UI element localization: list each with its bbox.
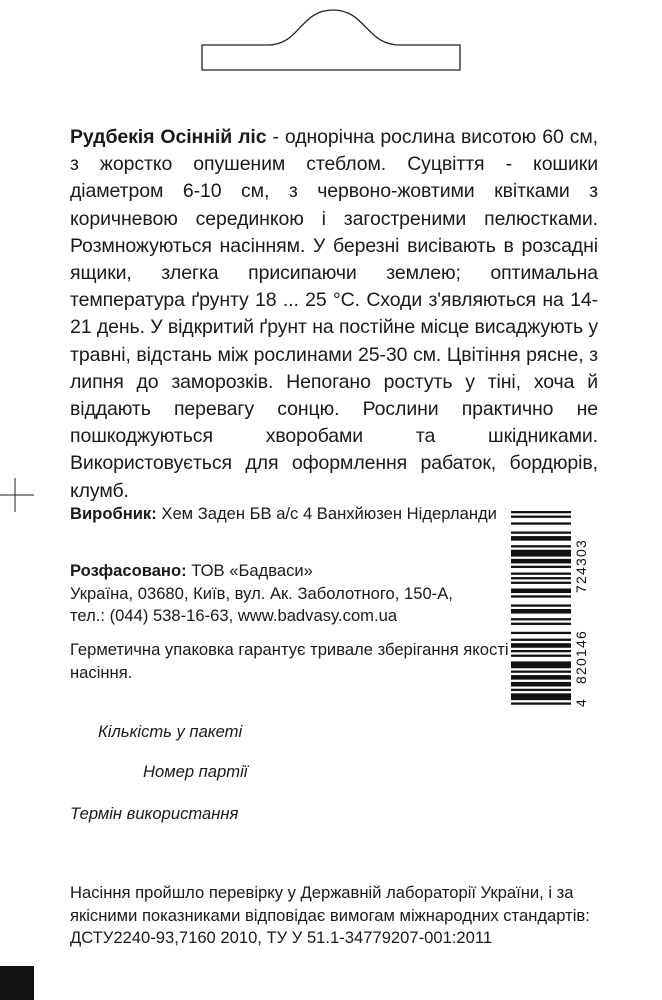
description-text: - однорічна рослина висотою 60 см, з жорстко опушеним стеблом. Суцвіття - кошики діаметром 6-10 см, з червоно-жовтими квітками з коричневою серединкою і загостреними пелюстками. Розмножуються насінням. У березні висівають в розсадні ящики, злегка присипаючи землею; оптимальна температура ґрунту 18 ... 25 °С. Сходи з'являються на 14-21 день. У відкритий ґрунт на постійне місце висаджують у травні, відстань між рослинами 25-30 см. Цвітіння рясне, з липня до заморозків. Непогано ростуть у тіні, хоча й віддають перевагу сонцю. Рослини практично не пошкоджуються хворобами та шкідниками. Використовується для оформлення рабаток, бордюрів, клумб. [70, 126, 598, 502]
producer-info [70, 503, 510, 526]
hanger-hole-outline [0, 0, 662, 90]
packer-name: ТОВ «Бадваси» [186, 561, 313, 580]
packer-contacts: тел.: (044) 538-16-63, www.badvasy.com.ua [70, 606, 398, 625]
quantity-field-label: Кількість у пакеті [98, 722, 243, 741]
barcode-bar [511, 650, 571, 652]
batch-number-field-label: Номер партії [143, 762, 248, 781]
barcode-bar [511, 632, 571, 634]
barcode-bar [511, 604, 571, 606]
lab-certification-statement: Насіння пройшло перевірку у Державній лабораторії України, і за якісними показниками відповідає вимогам міжнародних стандартів: ДСТУ2240-93,7160 2010, ТУ У 51.1-34779207-001:2011 [70, 883, 590, 947]
barcode-bar [511, 522, 571, 524]
barcode-bar [511, 643, 571, 648]
producer-label: Виробник: [70, 504, 157, 523]
barcode-bar [511, 618, 571, 620]
barcode-bar [511, 595, 571, 597]
barcode-bar [511, 577, 571, 579]
barcode-bar [511, 693, 571, 700]
barcode-bar [511, 511, 571, 513]
barcode-digits-left: 820146 [573, 630, 589, 684]
barcode-bar [511, 550, 571, 557]
barcode-bar [511, 536, 571, 541]
producer-text: Хем Заден БВ а/с 4 Ванхйюзен Нідерланди [156, 504, 497, 523]
barcode-digit-first: 4 [573, 699, 589, 707]
product-description [70, 124, 598, 505]
barcode-bar [511, 588, 571, 593]
crop-mark-icon [0, 478, 34, 512]
barcode-bar [511, 516, 571, 518]
barcode-bar [511, 689, 571, 691]
barcode-bar [511, 661, 571, 668]
barcode-bar [511, 671, 571, 673]
barcode-bar [511, 623, 571, 625]
product-title: Рудбекія Осінній ліс [70, 126, 267, 148]
barcode-bar [511, 545, 571, 547]
packer-info [70, 560, 510, 628]
barcode-bar [511, 655, 571, 657]
barcode-bar [511, 566, 571, 568]
barcode-bar [511, 639, 571, 641]
registration-square [0, 966, 34, 1000]
packer-label: Розфасовано: [70, 561, 187, 580]
barcode-bar [511, 582, 571, 584]
expiry-field-label: Термін використання [70, 804, 239, 823]
barcode-bar [511, 609, 571, 614]
packer-address: Україна, 03680, Київ, вул. Ак. Заболотного, 150-А, [70, 583, 453, 603]
barcode-digits [573, 539, 589, 707]
barcode-bars [511, 511, 571, 705]
barcode-digits-right: 724303 [573, 539, 589, 593]
barcode [511, 511, 591, 707]
barcode-bar [511, 702, 571, 704]
barcode-bar [511, 675, 571, 680]
barcode-bar [511, 682, 571, 687]
barcode-bar [511, 573, 571, 575]
barcode-bar [511, 559, 571, 564]
packaging-note: Герметична упаковка гарантує тривале зберігання якості насіння. [70, 640, 509, 682]
barcode-bar [511, 532, 571, 534]
